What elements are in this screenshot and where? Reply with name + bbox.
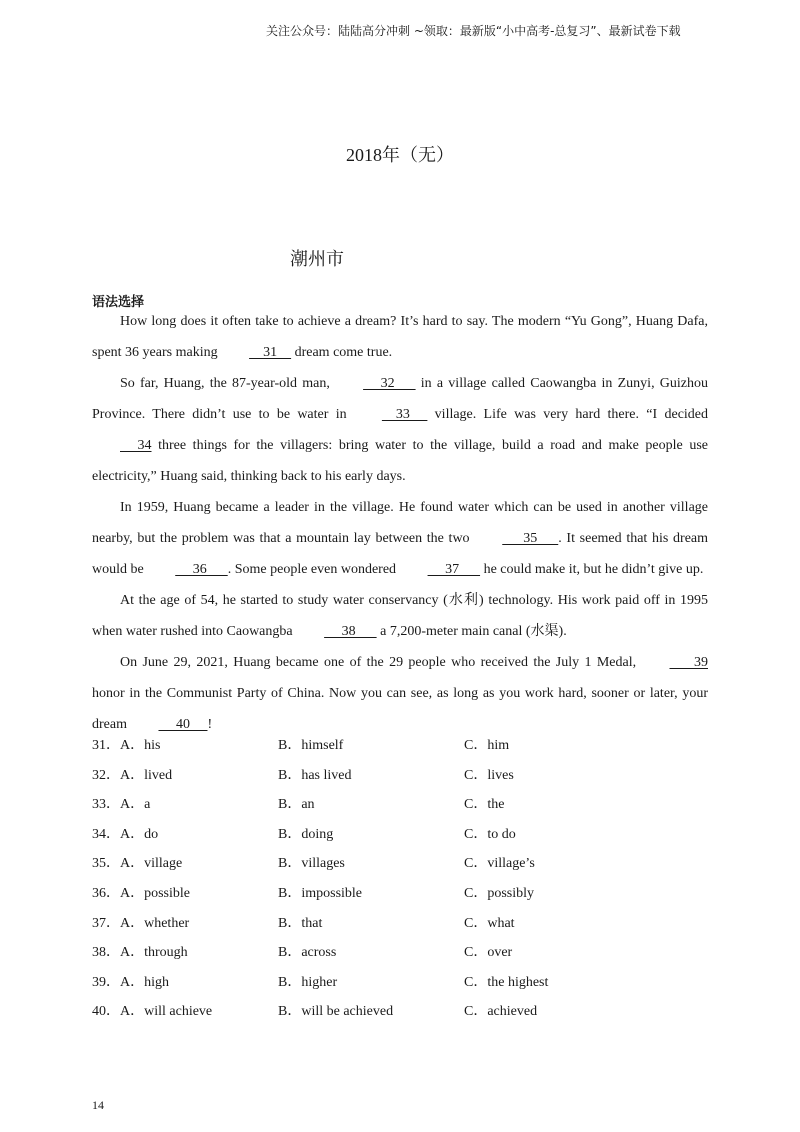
question-number: 31． bbox=[92, 738, 120, 753]
option-c: C．achieved bbox=[464, 1004, 538, 1020]
option-c: C．over bbox=[464, 945, 513, 961]
passage-text: At the age of 54, he started to study water conservancy (水利) technology. His work paid off in 1995 when water rushed into Caowangba bbox=[92, 593, 708, 639]
option-a: A．through bbox=[120, 945, 188, 961]
passage-text: three things for the villagers: bring water to the village, build a road and make people use electricity,” Huang said, thinking back to his early days. bbox=[92, 438, 708, 484]
option-a: A．a bbox=[120, 797, 151, 813]
option-c: C．the highest bbox=[464, 974, 549, 990]
option-c: C．possibly bbox=[464, 885, 535, 901]
question-number: 40． bbox=[92, 1004, 120, 1020]
city-heading: 潮州市 bbox=[290, 249, 344, 270]
option-c: C．to do bbox=[464, 826, 516, 842]
option-b: B．villages bbox=[278, 856, 345, 872]
passage-text: . Some people even wondered bbox=[227, 562, 400, 577]
passage-text: In 1959, Huang became a leader in the village. He found water which can be used in another village nearby, but the problem was that a mountain lay between the two bbox=[92, 500, 708, 546]
blank-35: 35 bbox=[502, 531, 559, 546]
question-number: 32． bbox=[92, 767, 120, 783]
passage-text: How long does it often take to achieve a dream? It’s hard to say. The modern “Yu Gong”, Huang Dafa, spent 36 years making bbox=[92, 314, 708, 360]
option-b: B．impossible bbox=[278, 885, 363, 901]
option-b: B．doing bbox=[278, 826, 334, 842]
option-a: A．village bbox=[120, 856, 183, 872]
option-a: A．whether bbox=[120, 915, 190, 931]
option-c: C．lives bbox=[464, 767, 514, 783]
blank-33: 33 bbox=[381, 407, 428, 422]
question-number: 35． bbox=[92, 856, 120, 872]
blank-34: 34 bbox=[120, 438, 152, 453]
passage-text: ! bbox=[207, 717, 213, 732]
option-c: C．what bbox=[464, 915, 515, 931]
question-number: 39． bbox=[92, 974, 120, 990]
passage-text: honor in the Communist Party of China. Now you can see, as long as you work hard, sooner or later, your dream bbox=[92, 686, 708, 732]
passage-text: in a village called Caowangba in Zunyi, Guizhou Province. There didn’t use to be water in bbox=[92, 376, 708, 422]
blank-31: 31 bbox=[249, 345, 292, 360]
option-b: B．higher bbox=[278, 974, 338, 990]
question-number: 33． bbox=[92, 797, 120, 813]
blank-36: 36 bbox=[175, 562, 228, 577]
passage-text: dream come true. bbox=[291, 345, 393, 360]
option-c: C．village’s bbox=[464, 856, 535, 872]
option-b: B．that bbox=[278, 915, 323, 931]
section-label: 语法选择 bbox=[92, 295, 145, 310]
paragraph-4 bbox=[92, 585, 708, 647]
passage-text: . It seemed that his dream would be bbox=[92, 531, 709, 577]
passage bbox=[92, 306, 708, 740]
question-number: 37． bbox=[92, 915, 120, 931]
option-b: B．across bbox=[278, 945, 337, 961]
paragraph-1 bbox=[92, 306, 708, 368]
option-b: B．an bbox=[278, 797, 315, 813]
option-a: A．high bbox=[120, 974, 169, 990]
blank-39: 39 bbox=[669, 655, 708, 670]
option-b: B．himself bbox=[278, 738, 344, 753]
paragraph-2 bbox=[92, 368, 708, 492]
page-number: 14 bbox=[92, 1098, 104, 1112]
option-a: A．will achieve bbox=[120, 1004, 213, 1020]
paragraph-5 bbox=[92, 647, 708, 740]
question-number: 38． bbox=[92, 945, 120, 961]
option-a: A．his bbox=[120, 738, 161, 753]
option-a: A．lived bbox=[120, 767, 173, 783]
blank-38: 38 bbox=[324, 624, 377, 639]
passage-text: village. Life was very hard there. “I decided bbox=[427, 407, 709, 422]
option-c: C．him bbox=[464, 738, 510, 753]
passage-text: So far, Huang, the 87-year-old man, bbox=[120, 376, 336, 391]
passage-text: On June 29, 2021, Huang became one of the 29 people who received the July 1 Medal, bbox=[120, 655, 642, 670]
page-title: 2018年（无） bbox=[346, 145, 454, 165]
option-a: A．do bbox=[120, 826, 159, 842]
passage-text: a 7,200-meter main canal (水渠). bbox=[376, 624, 567, 639]
option-c: C．the bbox=[464, 797, 505, 813]
blank-40: 40 bbox=[158, 717, 208, 732]
header-note: 关注公众号：陆陆高分冲刺 ~领取：最新版“小中高考-总复习”、最新试卷下载 bbox=[266, 24, 681, 38]
option-a: A．possible bbox=[120, 885, 190, 901]
option-b: B．will be achieved bbox=[278, 1004, 394, 1020]
blank-32: 32 bbox=[363, 376, 416, 391]
question-number: 36． bbox=[92, 885, 120, 901]
question-number: 34． bbox=[92, 826, 120, 842]
passage-text: he could make it, but he didn’t give up. bbox=[480, 562, 704, 577]
blank-37: 37 bbox=[427, 562, 481, 577]
paragraph-3 bbox=[92, 492, 708, 585]
option-b: B．has lived bbox=[278, 767, 352, 783]
